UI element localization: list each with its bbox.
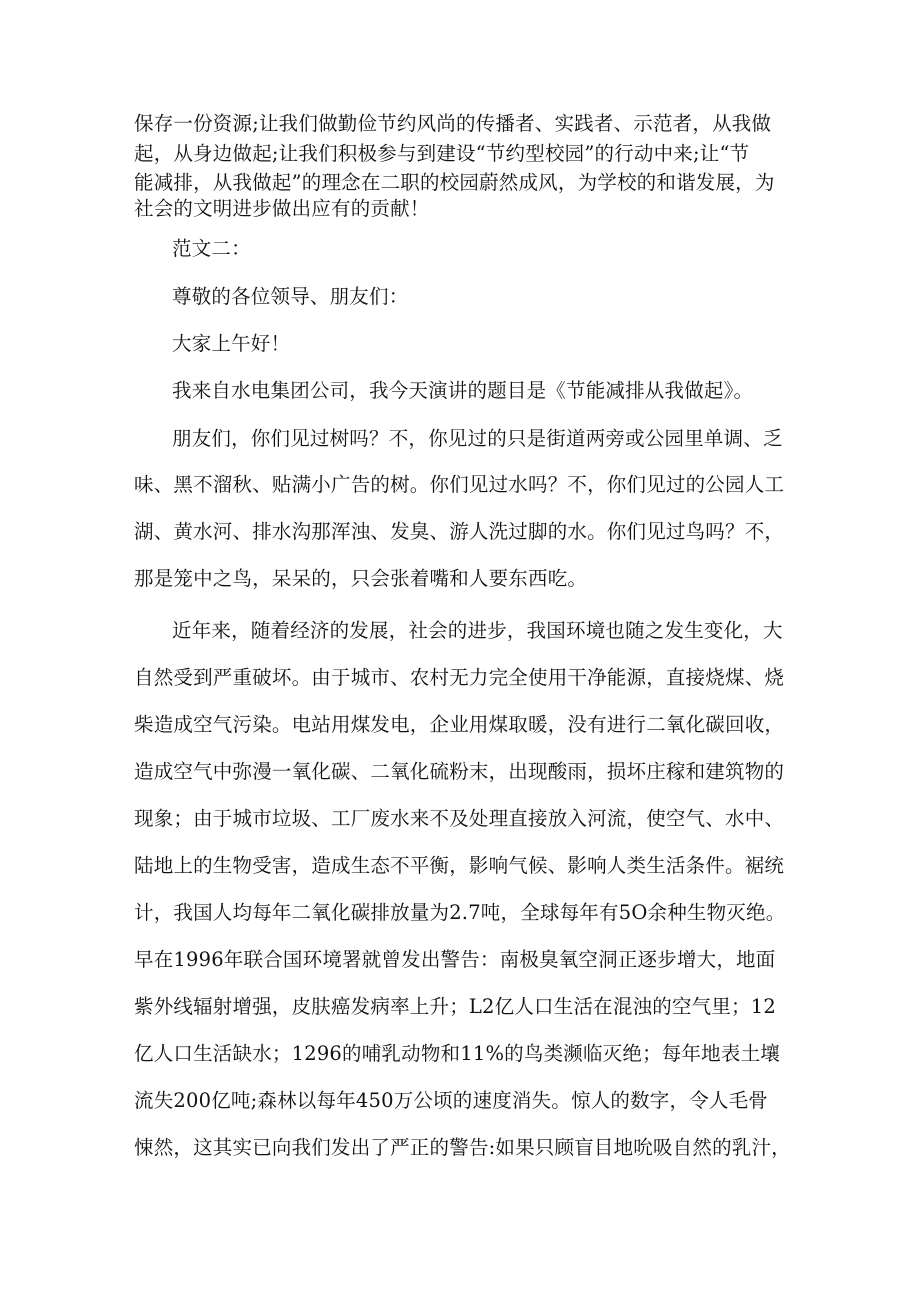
recent-line-1: 近年来，随着经济的发展，社会的进步，我国环境也随之发生变化，大: [172, 619, 783, 642]
friends-line-2: 味、黑不溜秋、贴满小广告的树。你们见过水吗？不，你们见过的公园人工: [134, 473, 785, 496]
intro-line-3: 能减排，从我做起”的理念在二职的校园蔚然成风，为学校的和谐发展，为: [134, 171, 775, 194]
intro-line-4: 社会的文明进步做出应有的贡献！: [134, 197, 430, 220]
intro-line-2: 起，从身边做起;让我们积极参与到建设“节约型校园”的行动中来;让“节: [134, 142, 750, 165]
friends-line-3: 湖、黄水河、排水沟那浑浊、发臭、游人洗过脚的水。你们见过鸟吗？不，: [134, 520, 785, 543]
recent-line-6: 陆地上的生物受害，造成生态不平衡，影响气候、影响人类生活条件。裾统: [134, 854, 785, 877]
recent-line-3: 柴造成空气污染。电站用煤发电，企业用煤取暖，没有进行二氧化碳回收，: [134, 713, 785, 736]
intro-line-1: 保存一份资源;让我们做勤俭节约风尚的传播者、实践者、示范者，从我做: [134, 112, 772, 135]
recent-line-8: 早在1996年联合国环境署就曾发出警告：南极臭氧空洞正逐步增大，地面: [134, 948, 776, 971]
opening-line: 我来自水电集团公司，我今天演讲的题目是《节能减排从我做起》。: [172, 379, 754, 402]
recent-line-10: 亿人口生活缺水；1296的哺乳动物和11%的鸟类濒临灭绝；每年地表土壤: [134, 1042, 780, 1065]
section-heading: 范文二：: [172, 237, 251, 260]
recent-line-4: 造成空气中弥漫一氧化碳、二氧化硫粉末，出现酸雨，损坏庄稼和建筑物的: [134, 760, 785, 783]
friends-line-1: 朋友们，你们见过树吗？不，你见过的只是街道两旁或公园里单调、乏: [172, 427, 783, 450]
salutation: 尊敬的各位领导、朋友们：: [172, 285, 409, 308]
recent-line-2: 自然受到严重破坏。由于城市、农村无力完全使用干净能源，直接烧煤、烧: [134, 666, 785, 689]
recent-line-12: 悚然，这其实已向我们发出了严正的警告:如果只顾盲目地吮吸自然的乳汁，: [134, 1136, 791, 1159]
recent-line-5: 现象；由于城市垃圾、工厂废水来不及处理直接放入河流，使空气、水中、: [134, 807, 785, 830]
greeting: 大家上午好！: [172, 332, 291, 355]
recent-line-7: 计，我国人均每年二氧化碳排放量为2.7吨，全球每年有5O余种生物灭绝。: [134, 901, 786, 924]
recent-line-11: 流失200亿吨;森林以每年450万公顷的速度消失。惊人的数字，令人毛骨: [134, 1089, 769, 1112]
recent-line-9: 紫外线辐射增强，皮肤癌发病率上升；L2亿人口生活在混浊的空气里；12: [134, 995, 776, 1018]
friends-line-4: 那是笼中之鸟，呆呆的，只会张着嘴和人要东西吃。: [134, 567, 588, 590]
